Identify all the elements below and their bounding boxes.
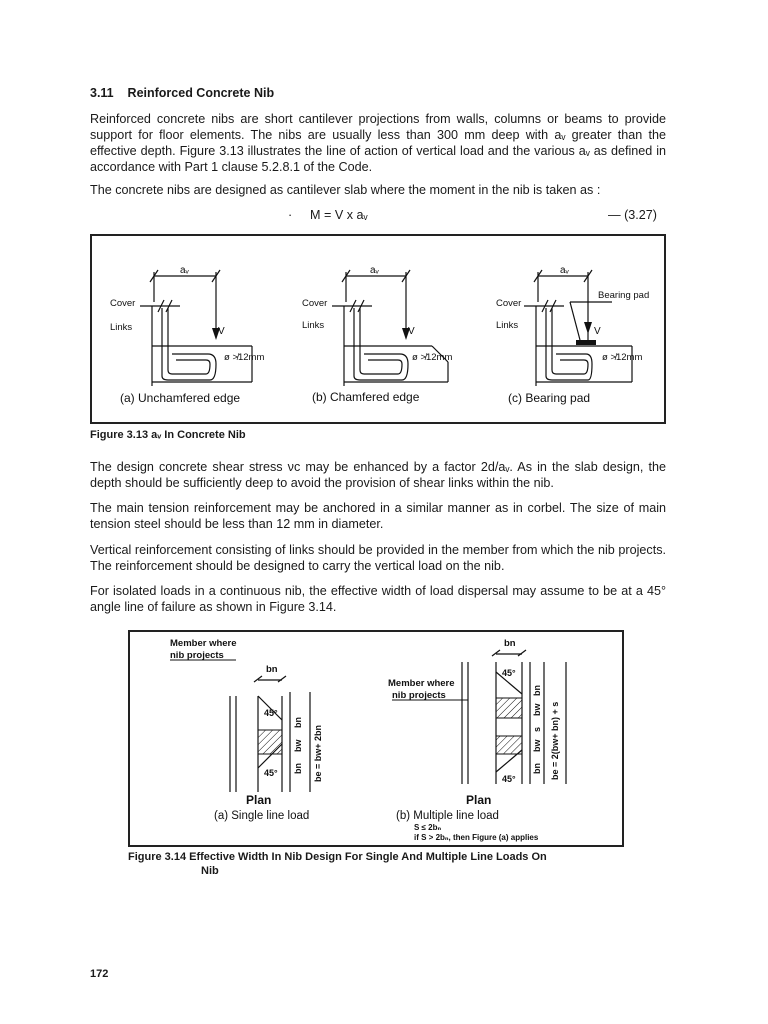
fig314b-bn-top: bn: [504, 638, 516, 649]
fig313b-links-label: Links: [302, 320, 325, 331]
figure-3-14-frame: [128, 630, 624, 847]
section-number: 3.11: [90, 86, 114, 100]
paragraph-2: The concrete nibs are designed as cantilever slab where the moment in the nib is taken as :: [90, 183, 601, 197]
fig314a-bn-side: bn: [293, 717, 303, 728]
section-title: Reinforced Concrete Nib: [127, 86, 275, 100]
figure-3-13-caption: Figure 3.13 aᵥ In Concrete Nib: [90, 429, 246, 441]
page-number: 172: [90, 968, 109, 980]
fig313c-title: (c) Bearing pad: [508, 391, 591, 405]
fig313c-bearing-pad-label: Bearing pad: [598, 290, 650, 301]
fig313b-cover-label: Cover: [302, 298, 328, 309]
fig314b-member-label-1: Member where: [388, 678, 455, 689]
paragraph-6: For isolated loads in a continuous nib, the effective width of load dispersal may assume to be at a 45° angle line of failure as shown in Figure 3.14.: [90, 584, 666, 614]
equation-expression: M = V x aᵥ: [310, 208, 368, 222]
fig314a-bn-side-2: bn: [293, 763, 303, 774]
fig314a-angle-bottom: 45°: [264, 768, 278, 778]
fig314b-s-side: s: [532, 726, 542, 732]
fig313b-load-label: V: [408, 326, 415, 337]
figure-3-14-caption-line-2: Nib: [201, 865, 219, 877]
fig314a-member-label-1: Member where: [170, 638, 237, 649]
fig313c-links-label: Links: [496, 320, 519, 331]
fig313a-cover-label: Cover: [110, 298, 136, 309]
fig313c-av-label: aᵥ: [560, 265, 569, 276]
fig313b-av-label: aᵥ: [370, 265, 379, 276]
fig313b-bar-label: ø ≯12mm: [412, 352, 453, 363]
nib-detail-bearing-pad: [524, 270, 632, 386]
figure-3-14-drawing: [130, 632, 622, 845]
paragraph-3: The design concrete shear stress νᴄ may be enhanced by a factor 2d/aᵥ. As in the slab design, the depth should be sufficiently deep to avoid the provision of shear links within the nib.: [90, 460, 666, 490]
section-heading: [90, 86, 274, 100]
fig313c-load-label: V: [594, 326, 601, 337]
nib-detail-unchamfered: [140, 270, 252, 386]
fig313c-bar-label: ø ≯12mm: [602, 352, 643, 363]
fig313a-title: (a) Unchamfered edge: [120, 391, 241, 405]
fig314b-angle-top: 45°: [502, 668, 516, 678]
fig313b-title: (b) Chamfered edge: [312, 390, 420, 404]
fig314a-subtitle: (a) Single line load: [214, 810, 310, 822]
paragraph-1: Reinforced concrete nibs are short cantilever projections from walls, columns or beams to provide support for floor elements. The nibs are usually less than 300 mm deep with aᵥ greater than the effective depth. Figure 3.13 illustrates the line of action of vertical load and the various aᵥ as defined in accordance with Part 1 clause 5.2.8.1 of the Code.: [90, 112, 666, 174]
fig314b-bn-side: bn: [532, 685, 542, 696]
fig314a-member-label-2: nib projects: [170, 650, 224, 661]
fig314a-angle-top: 45°: [264, 708, 278, 718]
fig313a-bar-label: ø ≯12mm: [224, 352, 265, 363]
fig313a-av-label: aᵥ: [180, 265, 189, 276]
equation-bullet: ·: [288, 208, 293, 222]
fig313a-load-label: V: [218, 326, 225, 337]
paragraph-5: Vertical reinforcement consisting of links should be provided in the member from which the nib projects. The reinforcement should be designed to carry the vertical load on the nib.: [90, 543, 666, 573]
fig314a-bn-top: bn: [266, 664, 278, 675]
fig314a-bw-side: bw: [293, 739, 303, 752]
fig314b-member-label-2: nib projects: [392, 690, 446, 701]
fig314b-note-1: S ≤ 2bₙ: [414, 823, 442, 832]
fig313c-cover-label: Cover: [496, 298, 522, 309]
fig313a-links-label: Links: [110, 322, 133, 333]
fig314b-subtitle: (b) Multiple line load: [396, 810, 499, 822]
figure-3-14-caption-line-1: Figure 3.14 Effective Width In Nib Design For Single And Multiple Line Loads On: [128, 851, 547, 863]
figure-3-13-frame: [90, 234, 666, 424]
fig314b-plan-label: Plan: [466, 793, 492, 807]
nib-detail-chamfered: [332, 270, 448, 386]
fig314b-angle-bottom: 45°: [502, 774, 516, 784]
fig314b-bn-side-2: bn: [532, 763, 542, 774]
paragraph-4: The main tension reinforcement may be anchored in a similar manner as in corbel. The size of main tension steel should be less than 12 mm in diameter.: [90, 501, 666, 531]
figure-3-13-drawing: [92, 236, 664, 422]
fig314b-be-formula: be = 2(bw+ bn) + s: [550, 701, 560, 780]
fig314b-bw-side: bw: [532, 703, 542, 716]
equation-number: — (3.27): [608, 208, 657, 222]
fig314a-plan-label: Plan: [246, 793, 272, 807]
fig314a-be-formula: be = bw+ 2bn: [313, 724, 323, 782]
fig314b-bw-side-2: bw: [532, 739, 542, 752]
fig314b-note-2: if S > 2bₙ, then Figure (a) applies: [414, 833, 539, 842]
